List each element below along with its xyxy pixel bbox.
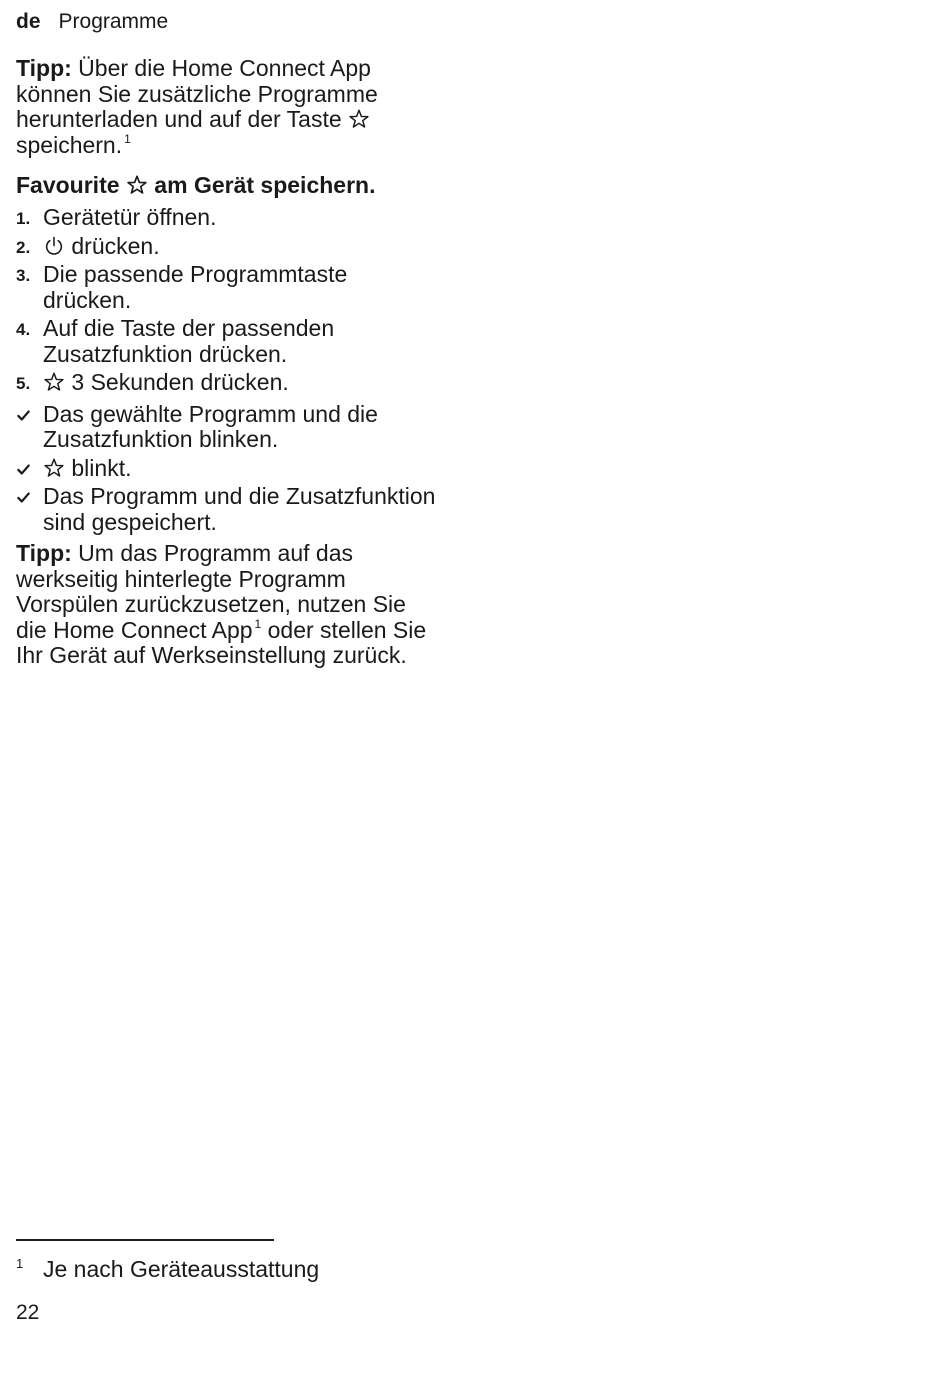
checkmark-icon xyxy=(16,408,31,423)
section-heading: Favourite am Gerät speichern. xyxy=(16,172,376,198)
list-item xyxy=(16,234,436,260)
page-number: 22 xyxy=(16,1301,40,1324)
result-text: Das Programm und die Zusatzfunktion sind gespeichert. xyxy=(43,483,436,535)
step-number: 4. xyxy=(16,320,31,339)
result-text: blinkt. xyxy=(65,454,132,481)
star-outline-icon xyxy=(126,174,148,196)
step-text: 3 Sekunden drücken. xyxy=(65,369,289,395)
result-list xyxy=(16,402,436,536)
power-icon xyxy=(43,235,65,257)
list-item xyxy=(16,205,436,231)
section-title: Programme xyxy=(58,10,169,33)
page-header xyxy=(16,8,168,36)
tip-label: Tipp: xyxy=(16,540,72,566)
star-outline-icon xyxy=(43,457,65,479)
step-text: drücken. xyxy=(65,232,160,259)
step-number: 2. xyxy=(16,237,31,257)
step-list xyxy=(16,205,436,396)
list-item xyxy=(16,402,436,453)
step-text: Gerätetür öffnen. xyxy=(43,204,217,230)
tip-text: Um das Programm auf das werkseitig hinterlegte Programm Vorspülen zurückzusetzen, nutzen Sie die Home Connect App xyxy=(16,540,406,643)
star-outline-icon xyxy=(43,371,65,393)
step-number: 5. xyxy=(16,374,31,393)
checkmark-icon xyxy=(16,490,31,505)
step-text: Die passende Programmtaste drücken. xyxy=(43,261,348,313)
footnote-text: Je nach Geräteausstattung xyxy=(43,1256,320,1282)
tip-label: Tipp: xyxy=(16,55,72,81)
footnote-divider xyxy=(16,1239,274,1241)
list-item xyxy=(16,370,436,396)
footnote-ref[interactable]: 1 xyxy=(254,616,262,631)
tip-paragraph-reset xyxy=(16,541,436,669)
language-code: de xyxy=(16,10,41,33)
star-outline-icon xyxy=(348,108,370,130)
tip-text: Über die Home Connect App können Sie zusätzliche Programme herunterladen und auf der Taste xyxy=(16,55,378,132)
content-column xyxy=(16,56,436,683)
list-item xyxy=(16,316,436,367)
footnote: 1 Je nach Geräteausstattung xyxy=(16,1256,320,1282)
list-item xyxy=(16,262,436,313)
step-number: 3. xyxy=(16,266,31,285)
step-text: Auf die Taste der passenden Zusatzfunktion drücken. xyxy=(43,315,335,367)
list-item xyxy=(16,484,436,535)
tip-paragraph-app xyxy=(16,56,436,158)
result-text: Das gewählte Programm und die Zusatzfunktion blinken. xyxy=(43,400,378,452)
checkmark-icon xyxy=(16,462,31,477)
list-item xyxy=(16,456,436,482)
footnote-ref[interactable]: 1 xyxy=(124,131,131,146)
step-number: 1. xyxy=(16,209,31,228)
tip-text-end: oder stellen Sie Ihr Gerät auf Werkseinstellung zurück. xyxy=(16,616,427,668)
tip-text-end: speichern. xyxy=(16,131,123,158)
